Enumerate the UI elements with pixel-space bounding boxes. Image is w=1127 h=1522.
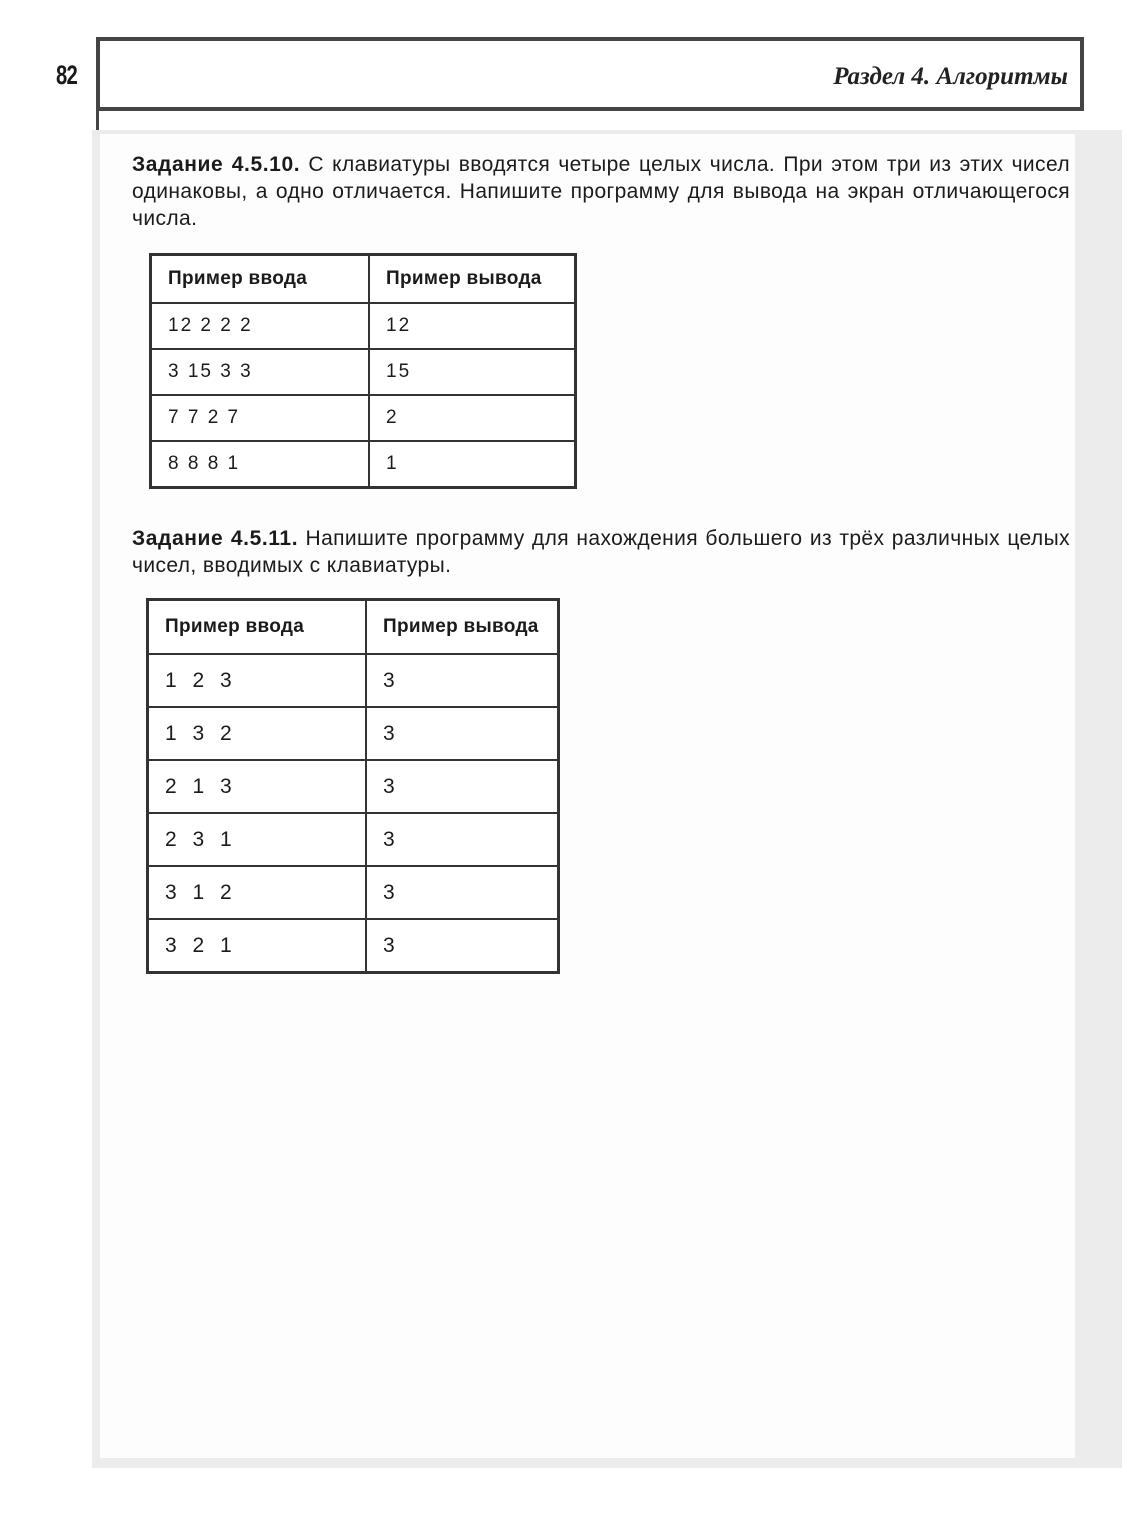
task-label: Задание 4.5.10.: [132, 153, 301, 176]
header-input: Пример ввода: [151, 255, 370, 304]
input-cell: 12 2 2 2: [151, 303, 370, 349]
header-output: Пример вывода: [369, 255, 576, 304]
output-cell: 3: [366, 919, 559, 973]
section-header: [96, 37, 1084, 111]
page-number: 82: [56, 60, 78, 90]
task-4-5-11: [132, 525, 1070, 579]
table-row: [148, 760, 559, 813]
output-cell: 1: [369, 441, 576, 488]
header-output: Пример вывода: [366, 600, 559, 655]
task-text: Напишите программу для нахождения большего из трёх различных целых чисел, вводимых с клавиатуры.: [132, 527, 1070, 577]
table-row: [148, 919, 559, 973]
table-row: [151, 303, 576, 349]
task-label: Задание 4.5.11.: [132, 527, 299, 550]
example-table-4-5-10: [149, 253, 577, 489]
table-row: [148, 813, 559, 866]
table-row: [151, 395, 576, 441]
input-cell: 8 8 8 1: [151, 441, 370, 488]
table-header-row: [151, 255, 576, 304]
table-header-row: [148, 600, 559, 655]
table-row: [148, 654, 559, 707]
task-text: С клавиатуры вводятся четыре целых числа. При этом три из этих чисел одинаковы, а одно отличается. Напишите программу для вывода на экран отличающегося числа.: [132, 153, 1070, 230]
table-row: [151, 349, 576, 395]
table-row: [151, 441, 576, 488]
header-input: Пример ввода: [148, 600, 367, 655]
input-cell: 3 1 2: [148, 866, 367, 919]
input-cell: 1 2 3: [148, 654, 367, 707]
output-cell: 3: [366, 654, 559, 707]
input-cell: 2 3 1: [148, 813, 367, 866]
input-cell: 3 2 1: [148, 919, 367, 973]
input-cell: 2 1 3: [148, 760, 367, 813]
output-cell: 3: [366, 813, 559, 866]
task-4-5-10: [132, 151, 1070, 232]
header-rule: [96, 103, 99, 131]
example-table-4-5-11: [146, 598, 560, 974]
output-cell: 3: [366, 866, 559, 919]
section-title: Раздел 4. Алгоритмы: [833, 63, 1068, 90]
output-cell: 3: [366, 707, 559, 760]
output-cell: 15: [369, 349, 576, 395]
table-row: [148, 866, 559, 919]
output-cell: 3: [366, 760, 559, 813]
input-cell: 7 7 2 7: [151, 395, 370, 441]
table-row: [148, 707, 559, 760]
input-cell: 3 15 3 3: [151, 349, 370, 395]
output-cell: 2: [369, 395, 576, 441]
input-cell: 1 3 2: [148, 707, 367, 760]
output-cell: 12: [369, 303, 576, 349]
